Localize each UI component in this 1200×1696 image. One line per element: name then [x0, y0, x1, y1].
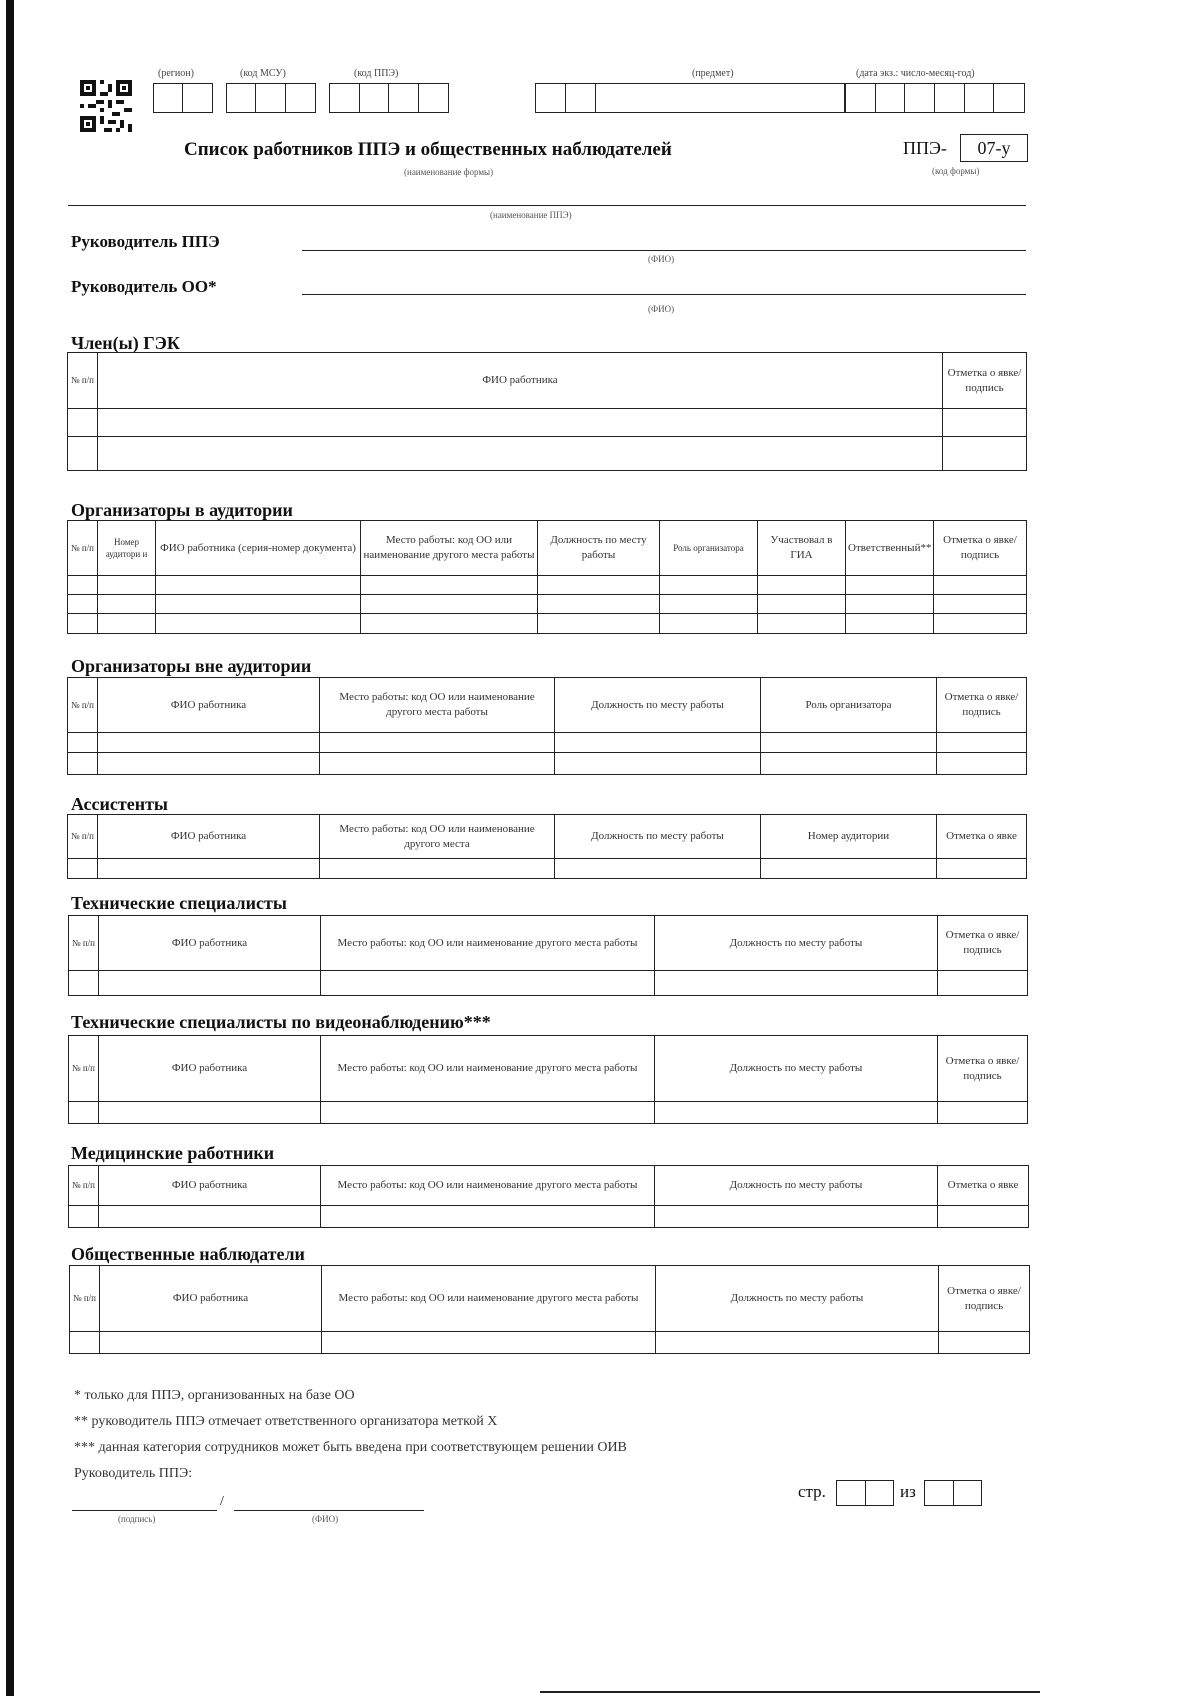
region-label: (регион): [158, 68, 194, 79]
qr-code: [80, 80, 132, 132]
col-header: Участвовал в ГИА: [758, 521, 846, 576]
col-header: Отметка о явке/ подпись: [937, 678, 1027, 733]
table-row[interactable]: [69, 1206, 1029, 1228]
section-title-assistants: Ассистенты: [71, 794, 168, 814]
ppe-head-fio-line[interactable]: [302, 250, 1026, 251]
col-header: Отметка о явке: [937, 815, 1027, 859]
section-title-video: Технические специалисты по видеонаблюдению***: [71, 1012, 491, 1032]
table-row[interactable]: [68, 753, 1027, 775]
col-header: ФИО работника: [100, 1266, 322, 1332]
col-header: № п/п: [69, 916, 99, 971]
col-header: Место работы: код ОО или наименование другого места работы: [321, 1036, 655, 1102]
col-header: № п/п: [68, 353, 98, 409]
section-title-observers: Общественные наблюдатели: [71, 1244, 305, 1264]
ppe-head-label: Руководитель ППЭ: [71, 232, 220, 251]
region-input[interactable]: [153, 83, 213, 113]
table-row[interactable]: [69, 971, 1028, 996]
table-gek: [67, 352, 1027, 471]
page-total-input[interactable]: [924, 1480, 982, 1506]
form-code: 07-у: [977, 137, 1011, 158]
col-header: Отметка о явке: [938, 1166, 1029, 1206]
form-code-prefix: ППЭ-: [903, 138, 947, 158]
col-header: Отметка о явке/ подпись: [943, 353, 1027, 409]
table-row[interactable]: [68, 576, 1027, 595]
col-header: Роль организатора: [660, 521, 758, 576]
signature-slash: /: [220, 1494, 224, 1509]
col-header: ФИО работника: [98, 678, 320, 733]
col-header: ФИО работника: [98, 815, 320, 859]
footnote-2: ** руководитель ППЭ отмечает ответственного организатора меткой Х: [74, 1414, 498, 1429]
col-header: № п/п: [70, 1266, 100, 1332]
col-header: № п/п: [68, 678, 98, 733]
col-header: № п/п: [69, 1166, 99, 1206]
form-title-caption: (наименование формы): [404, 167, 494, 177]
table-observers: [69, 1265, 1030, 1354]
section-title-tech: Технические специалисты: [71, 893, 287, 913]
table-row[interactable]: [68, 437, 1027, 471]
col-header: ФИО работника: [99, 1166, 321, 1206]
table-medical: [68, 1165, 1029, 1228]
table-assistants: [67, 814, 1027, 879]
signer-label: Руководитель ППЭ:: [74, 1466, 193, 1481]
subject-input[interactable]: [535, 83, 845, 113]
col-header: Роль организатора: [761, 678, 937, 733]
oo-head-fio-line[interactable]: [302, 294, 1026, 295]
form-code-box: [960, 134, 1028, 162]
table-org-out: [67, 677, 1027, 775]
ppe-code-label: (код ППЭ): [354, 68, 399, 79]
col-header: Место работы: код ОО или наименование другого места: [320, 815, 555, 859]
table-row[interactable]: [68, 733, 1027, 753]
col-header: Место работы: код ОО или наименование другого места работы: [322, 1266, 656, 1332]
col-header: Отметка о явке/ подпись: [938, 1036, 1028, 1102]
footnote-1: * только для ППЭ, организованных на базе ОО: [74, 1388, 355, 1403]
table-row[interactable]: [68, 595, 1027, 614]
col-header: № п/п: [69, 1036, 99, 1102]
exam-date-input[interactable]: [845, 83, 1025, 113]
page-number-input[interactable]: [836, 1480, 894, 1506]
of-label: из: [900, 1482, 916, 1501]
signer-fio-line[interactable]: [234, 1510, 424, 1511]
col-header: ФИО работника: [99, 916, 321, 971]
col-header: Должность по месту работы: [555, 815, 761, 859]
form-code-caption: (код формы): [932, 166, 980, 176]
col-header: Должность по месту работы: [538, 521, 660, 576]
date-label: (дата экз.: число-месяц-год): [856, 68, 975, 79]
col-header: Должность по месту работы: [655, 1166, 938, 1206]
oo-head-caption: (ФИО): [648, 304, 675, 314]
col-header: ФИО работника: [99, 1036, 321, 1102]
table-org-in: [67, 520, 1027, 634]
col-header: Номер аудитории: [761, 815, 937, 859]
col-header: Должность по месту работы: [655, 1036, 938, 1102]
mcu-input[interactable]: [226, 83, 316, 113]
section-title-org-in: Организаторы в аудитории: [71, 500, 293, 520]
scan-artifact-line: [540, 1691, 1040, 1693]
table-row[interactable]: [69, 1102, 1028, 1124]
col-header: Должность по месту работы: [656, 1266, 939, 1332]
col-header: Место работы: код ОО или наименование другого места работы: [320, 678, 555, 733]
form-title: Список работников ППЭ и общественных наблюдателей: [184, 139, 672, 160]
col-header: Ответственный**: [846, 521, 934, 576]
table-row[interactable]: [70, 1332, 1030, 1354]
col-header: Место работы: код ОО или наименование другого места работы: [321, 916, 655, 971]
table-video: [68, 1035, 1028, 1124]
ppe-name-line[interactable]: [68, 205, 1026, 206]
table-row[interactable]: [68, 859, 1027, 879]
ppe-name-caption: (наименование ППЭ): [490, 210, 572, 220]
col-header: Место работы: код ОО или наименование другого места работы: [361, 521, 538, 576]
col-header: ФИО работника: [98, 353, 943, 409]
footnote-3: *** данная категория сотрудников может быть введена при соответствующем решении ОИВ: [74, 1440, 627, 1455]
page-label: стр.: [798, 1482, 826, 1501]
col-header: Место работы: код ОО или наименование другого места работы: [321, 1166, 655, 1206]
section-title-org-out: Организаторы вне аудитории: [71, 656, 312, 676]
signature-caption: (подпись): [118, 1514, 156, 1524]
ppe-head-caption: (ФИО): [648, 254, 675, 264]
ppe-code-input[interactable]: [329, 83, 449, 113]
col-header: Должность по месту работы: [555, 678, 761, 733]
col-header: Отметка о явке/ подпись: [938, 916, 1028, 971]
table-row[interactable]: [68, 614, 1027, 634]
oo-head-label: Руководитель ОО*: [71, 277, 217, 296]
col-header: Должность по месту работы: [655, 916, 938, 971]
signature-line[interactable]: [72, 1510, 217, 1511]
mcu-label: (код МСУ): [240, 68, 286, 79]
section-title-medical: Медицинские работники: [71, 1143, 275, 1163]
section-title-gek: Член(ы) ГЭК: [71, 333, 180, 353]
col-header: ФИО работника (серия-номер документа): [156, 521, 361, 576]
scan-edge: [6, 0, 14, 1696]
col-header: Отметка о явке/ подпись: [934, 521, 1027, 576]
subject-label: (предмет): [692, 68, 734, 79]
col-header: № п/п: [68, 815, 98, 859]
fio-caption: (ФИО): [312, 1514, 339, 1524]
col-header: № п/п: [68, 521, 98, 576]
col-header: Номер аудитори и: [98, 521, 156, 576]
col-header: Отметка о явке/ подпись: [939, 1266, 1030, 1332]
table-row[interactable]: [68, 409, 1027, 437]
table-tech: [68, 915, 1028, 996]
